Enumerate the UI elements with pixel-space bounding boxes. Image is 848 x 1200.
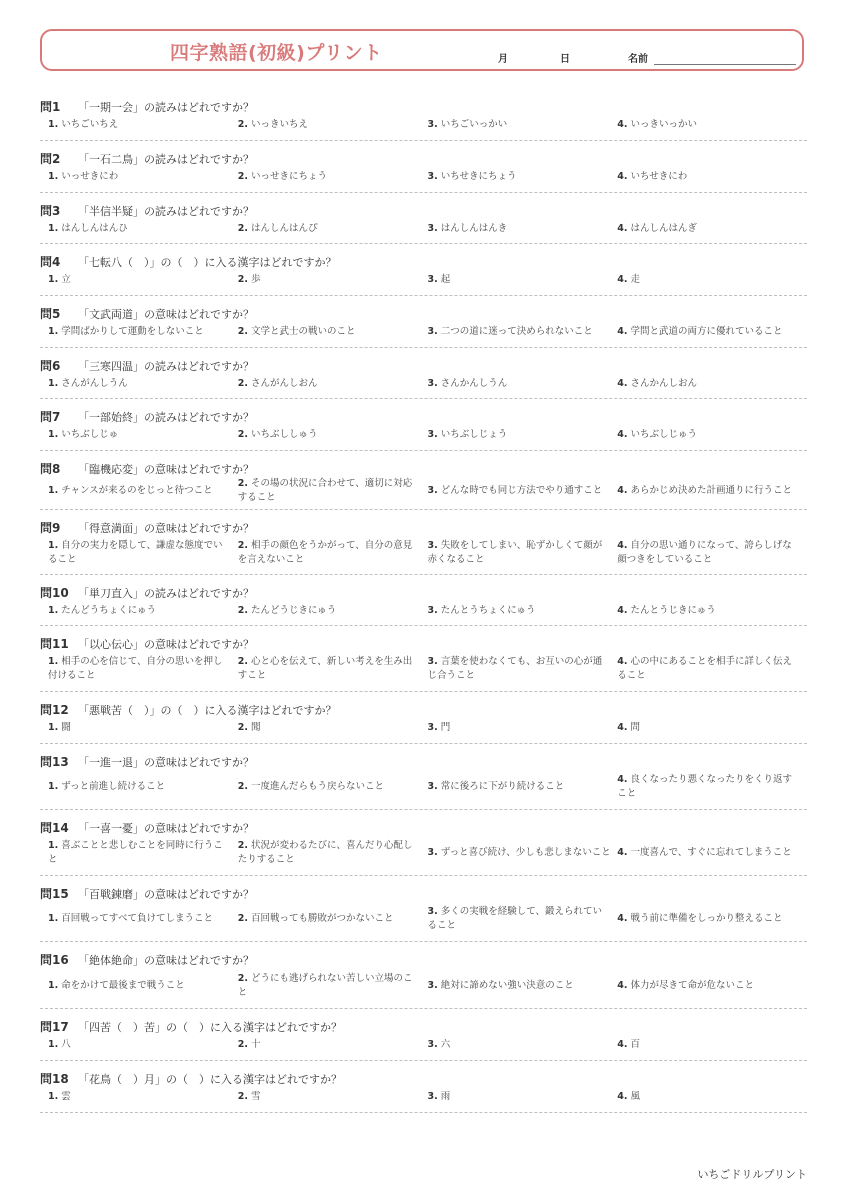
option-number: 4. <box>617 429 628 440</box>
question-item <box>40 810 807 876</box>
option-number: 1. <box>48 913 59 924</box>
option-text: 雪 <box>250 1091 261 1102</box>
answer-option[interactable] <box>48 839 238 867</box>
answer-option[interactable] <box>617 377 807 391</box>
question-item <box>40 89 807 141</box>
option-text: たんどうじきにゅう <box>250 604 337 616</box>
option-number: 3. <box>427 906 438 917</box>
option-number: 4. <box>617 913 628 924</box>
answer-option[interactable] <box>238 428 428 442</box>
option-number: 2. <box>237 781 248 792</box>
option-text: 百 <box>630 1039 640 1050</box>
question-text: 「一喜一憂」の意味はどれですか？ <box>78 822 254 835</box>
answer-option[interactable] <box>238 604 428 618</box>
name-field[interactable] <box>654 64 796 65</box>
question-text: 「臨機応変」の意味はどれですか？ <box>78 463 254 476</box>
option-number: 2. <box>237 1039 248 1050</box>
option-number: 4. <box>617 326 628 337</box>
question-number: 問10 <box>40 586 69 600</box>
question-number: 問15 <box>40 887 69 901</box>
option-text: 言葉を使わなくても、お互いの心が通じ合うこと <box>427 656 603 681</box>
answer-option[interactable] <box>48 118 238 132</box>
option-number: 1. <box>48 1091 59 1102</box>
option-text: どんな時でも同じ方法でやり通すこと <box>440 484 603 496</box>
answer-option[interactable] <box>428 170 618 184</box>
question-text: 「一石二鳥」の読みはどれですか？ <box>78 153 254 166</box>
question-text: 「絶体絶命」の意味はどれですか？ <box>78 954 254 967</box>
question-item <box>40 399 807 451</box>
option-text: 心と心を伝えて、新しい考えを生み出すこと <box>237 656 413 681</box>
answer-options <box>48 768 807 806</box>
answer-option[interactable] <box>428 1090 618 1104</box>
answer-option[interactable] <box>238 1038 428 1052</box>
question-text: 「半信半疑」の読みはどれですか？ <box>78 205 254 218</box>
option-text: 雲 <box>61 1091 71 1102</box>
answer-option[interactable] <box>48 780 238 794</box>
option-number: 4. <box>617 1039 628 1050</box>
answer-options <box>48 716 807 740</box>
question-item <box>40 193 807 244</box>
option-text: 起 <box>440 274 451 285</box>
answer-option[interactable] <box>428 846 618 860</box>
option-number: 2. <box>237 604 248 616</box>
answer-options <box>48 1085 807 1109</box>
option-text: 相手の心を信じて、自分の思いを押し付けること <box>48 656 223 681</box>
option-text: いちぶしじゅう <box>630 429 697 440</box>
answer-options <box>48 475 807 506</box>
option-number: 2. <box>237 222 248 234</box>
option-number: 2. <box>237 1091 248 1102</box>
answer-option[interactable] <box>238 377 428 391</box>
option-number: 3. <box>427 781 438 792</box>
option-number: 3. <box>427 1091 438 1102</box>
option-number: 1. <box>48 539 59 551</box>
question-text: 「単刀直入」の読みはどれですか？ <box>78 587 254 600</box>
question-number: 問2 <box>40 152 61 166</box>
option-number: 1. <box>48 840 59 851</box>
question-item <box>40 1061 807 1113</box>
option-number: 4. <box>617 774 628 785</box>
option-text: たんどうちょくにゅう <box>61 604 157 616</box>
question-text: 「七転八（ ）」の（ ）に入る漢字はどれですか？ <box>78 256 337 269</box>
option-text: いっきいっかい <box>630 119 697 130</box>
option-number: 4. <box>617 171 628 182</box>
option-text: 良くなったり悪くなったりをくり返すこと <box>617 774 792 799</box>
option-text: いちごいちえ <box>61 119 119 130</box>
question-number: 問7 <box>40 410 61 424</box>
question-text: 「花鳥（ ）月」の（ ）に入る漢字はどれですか？ <box>78 1073 342 1086</box>
option-number: 2. <box>237 274 248 285</box>
answer-option[interactable] <box>238 972 428 1000</box>
answer-option[interactable] <box>238 118 428 132</box>
option-number: 1. <box>48 326 59 337</box>
option-number: 2. <box>237 972 248 984</box>
option-text: 立 <box>61 274 71 285</box>
answer-options <box>48 834 807 872</box>
option-number: 3. <box>427 171 438 182</box>
answer-option[interactable] <box>428 484 618 498</box>
option-text: いちごいっかい <box>440 119 508 130</box>
answer-option[interactable] <box>48 539 238 567</box>
option-text: いちぶしじょう <box>440 429 508 440</box>
option-text: 文学と武士の戦いのこと <box>250 326 356 337</box>
option-text: はんしんはんぎ <box>630 222 697 234</box>
option-text: いっせきにわ <box>61 171 119 182</box>
option-number: 1. <box>48 274 59 285</box>
question-item <box>40 744 807 810</box>
option-number: 2. <box>237 119 248 130</box>
question-item <box>40 876 807 942</box>
question-number: 問11 <box>40 637 69 651</box>
option-text: 風 <box>630 1091 640 1102</box>
answer-option[interactable] <box>238 655 428 683</box>
option-number: 3. <box>427 1039 438 1050</box>
question-item <box>40 296 807 348</box>
option-text: 絶対に諦めない強い決意のこと <box>440 979 574 991</box>
answer-options <box>48 165 807 189</box>
option-number: 4. <box>617 222 628 234</box>
option-number: 4. <box>617 979 628 991</box>
option-text: 学問と武道の両方に優れていること <box>630 326 783 337</box>
answer-option[interactable] <box>48 377 238 391</box>
answer-option[interactable] <box>617 118 807 132</box>
option-text: いちせきにわ <box>630 171 688 182</box>
answer-options <box>48 423 807 447</box>
option-text: さんかんしうん <box>440 377 508 389</box>
question-text: 「百戦錬磨」の意味はどれですか？ <box>78 888 254 901</box>
question-number: 問1 <box>40 100 61 114</box>
question-item <box>40 141 807 193</box>
option-number: 1. <box>48 377 59 389</box>
option-text: ずっと前進し続けること <box>61 781 166 792</box>
option-text: 喜ぶことと悲しむことを同時に行うこと <box>48 840 223 865</box>
option-text: いちせきにちょう <box>440 171 517 182</box>
option-text: 命をかけて最後まで戦うこと <box>61 979 185 991</box>
question-text: 「得意満面」の意味はどれですか？ <box>78 522 254 535</box>
question-item <box>40 451 807 510</box>
option-number: 3. <box>427 656 438 667</box>
option-text: 体力が尽きて命が危ないこと <box>630 979 754 991</box>
option-number: 3. <box>427 722 438 733</box>
option-text: 走 <box>630 274 640 285</box>
question-text: 「一部始終」の読みはどれですか？ <box>78 411 254 424</box>
option-text: 失敗をしてしまい、恥ずかしくて顔が赤くなること <box>427 539 603 565</box>
option-number: 4. <box>617 484 628 496</box>
option-text: その場の状況に合わせて、適切に対応すること <box>237 477 413 503</box>
answer-option[interactable] <box>617 721 807 735</box>
answer-option[interactable] <box>238 273 428 287</box>
answer-options <box>48 113 807 137</box>
option-number: 1. <box>48 656 59 667</box>
answer-option[interactable] <box>48 484 238 498</box>
option-number: 3. <box>427 847 438 858</box>
option-number: 2. <box>237 722 248 733</box>
answer-option[interactable] <box>238 477 428 505</box>
answer-option[interactable] <box>238 839 428 867</box>
option-number: 1. <box>48 171 59 182</box>
option-text: 雨 <box>440 1091 451 1102</box>
answer-option[interactable] <box>428 428 618 442</box>
answer-option[interactable] <box>428 118 618 132</box>
question-number: 問6 <box>40 359 61 373</box>
day-label: 日 <box>560 54 570 65</box>
option-text: チャンスが来るのをじっと待つこと <box>61 484 213 496</box>
option-text: 問 <box>630 722 640 733</box>
question-text: 「一期一会」の読みはどれですか？ <box>78 101 254 114</box>
option-text: 百回戦っても勝敗がつかないこと <box>250 913 394 924</box>
page-title: 四字熟語(初級)プリント <box>170 42 383 64</box>
answer-options <box>48 966 807 1005</box>
answer-option[interactable] <box>617 325 807 339</box>
option-number: 4. <box>617 119 628 130</box>
option-number: 1. <box>48 781 59 792</box>
option-number: 2. <box>237 656 248 667</box>
answer-option[interactable] <box>238 539 428 567</box>
option-number: 2. <box>237 840 248 851</box>
month-label: 月 <box>498 54 508 65</box>
question-text: 「一進一退」の意味はどれですか？ <box>78 756 254 769</box>
option-text: 状況が変わるたびに、喜んだり心配したりすること <box>237 840 413 865</box>
option-text: 十 <box>250 1039 261 1050</box>
answer-option[interactable] <box>617 428 807 442</box>
option-text: たんとうじきにゅう <box>630 604 716 616</box>
answer-option[interactable] <box>48 222 238 236</box>
question-item <box>40 692 807 744</box>
question-item <box>40 1009 807 1061</box>
option-number: 3. <box>427 274 438 285</box>
option-number: 2. <box>237 539 248 551</box>
question-number: 問17 <box>40 1020 69 1034</box>
option-text: 自分の実力を隠して、謙虚な態度でいること <box>48 539 223 565</box>
option-text: 常に後ろに下がり続けること <box>440 781 565 792</box>
question-text: 「三寒四温」の読みはどれですか？ <box>78 360 254 373</box>
answer-option[interactable] <box>48 604 238 618</box>
question-number: 問14 <box>40 821 69 835</box>
option-text: 聞 <box>250 722 261 733</box>
answer-options <box>48 217 807 240</box>
option-number: 4. <box>617 604 628 616</box>
question-number: 問9 <box>40 521 61 535</box>
option-text: はんしんはんぴ <box>250 222 318 234</box>
question-number: 問4 <box>40 255 61 269</box>
answer-option[interactable] <box>617 539 807 567</box>
option-number: 3. <box>427 604 438 616</box>
answer-options <box>48 1033 807 1057</box>
option-text: 闘 <box>61 722 71 733</box>
option-number: 1. <box>48 979 59 991</box>
question-text: 「四苦（ ）苦」の（ ）に入る漢字はどれですか？ <box>78 1021 342 1034</box>
option-text: いちぶししゅう <box>250 429 318 440</box>
answer-option[interactable] <box>48 273 238 287</box>
answer-option[interactable] <box>617 846 807 860</box>
option-number: 4. <box>617 656 628 667</box>
option-text: さんかんしおん <box>630 377 697 389</box>
question-number: 問3 <box>40 204 61 218</box>
option-text: 一度喜んで、すぐに忘れてしまうこと <box>630 847 792 858</box>
option-number: 1. <box>48 1039 59 1050</box>
option-text: はんしんはんき <box>440 222 508 234</box>
answer-option[interactable] <box>48 170 238 184</box>
question-text: 「悪戦苦（ ）」の（ ）に入る漢字はどれですか？ <box>78 704 337 717</box>
option-number: 4. <box>617 847 628 858</box>
answer-option[interactable] <box>428 273 618 287</box>
answer-option[interactable] <box>617 1038 807 1052</box>
question-number: 問5 <box>40 307 61 321</box>
answer-option[interactable] <box>48 428 238 442</box>
option-number: 1. <box>48 604 59 616</box>
option-text: 戦う前に準備をしっかり整えること <box>630 913 783 924</box>
option-number: 4. <box>617 722 628 733</box>
answer-option[interactable] <box>428 979 618 993</box>
option-number: 3. <box>427 377 438 389</box>
option-text: 歩 <box>250 274 261 285</box>
question-item <box>40 348 807 399</box>
answer-options <box>48 650 807 688</box>
question-item <box>40 244 807 296</box>
answer-option[interactable] <box>428 539 618 567</box>
answer-options <box>48 320 807 344</box>
option-number: 3. <box>427 119 438 130</box>
option-text: いっきいちえ <box>250 119 308 130</box>
answer-option[interactable] <box>428 905 618 933</box>
question-text: 「文武両道」の意味はどれですか？ <box>78 308 254 321</box>
answer-options <box>48 268 807 292</box>
answer-option[interactable] <box>428 780 618 794</box>
answer-option[interactable] <box>48 325 238 339</box>
answer-option[interactable] <box>428 1038 618 1052</box>
question-number: 問12 <box>40 703 69 717</box>
option-number: 1. <box>48 429 59 440</box>
option-text: 一度進んだらもう戻らないこと <box>250 781 384 792</box>
answer-option[interactable] <box>617 604 807 618</box>
option-number: 1. <box>48 119 59 130</box>
option-number: 4. <box>617 274 628 285</box>
option-text: 門 <box>440 722 451 733</box>
answer-option[interactable] <box>428 604 618 618</box>
option-number: 4. <box>617 1091 628 1102</box>
answer-option[interactable] <box>428 222 618 236</box>
answer-option[interactable] <box>617 655 807 683</box>
answer-option[interactable] <box>238 222 428 236</box>
question-item <box>40 510 807 575</box>
answer-option[interactable] <box>48 1090 238 1104</box>
option-number: 3. <box>427 539 438 551</box>
option-number: 1. <box>48 222 59 234</box>
answer-option[interactable] <box>238 170 428 184</box>
answer-option[interactable] <box>428 655 618 683</box>
question-text: 「以心伝心」の意味はどれですか？ <box>78 638 254 651</box>
option-text: 多くの実戦を経験して、鍛えられていること <box>427 906 603 931</box>
answer-option[interactable] <box>238 912 428 926</box>
answer-option[interactable] <box>428 325 618 339</box>
option-text: いちぶしじゅ <box>61 429 119 440</box>
option-number: 3. <box>427 979 438 991</box>
question-item <box>40 942 807 1009</box>
option-text: さんがんしうん <box>61 377 128 389</box>
footer-brand: いちごドリルプリント <box>697 1168 807 1181</box>
option-number: 2. <box>237 429 248 440</box>
answer-option[interactable] <box>238 721 428 735</box>
answer-option[interactable] <box>617 170 807 184</box>
option-text: 百回戦ってすべて負けてしまうこと <box>61 913 214 924</box>
option-number: 1. <box>48 722 59 733</box>
option-text: さんがんしおん <box>250 377 318 389</box>
answer-option[interactable] <box>48 979 238 993</box>
option-text: 八 <box>61 1039 71 1050</box>
option-number: 2. <box>237 377 248 389</box>
answer-option[interactable] <box>428 377 618 391</box>
question-number: 問16 <box>40 953 69 967</box>
name-label: 名前 <box>628 54 648 65</box>
question-number: 問8 <box>40 462 61 476</box>
answer-option[interactable] <box>238 1090 428 1104</box>
answer-option[interactable] <box>48 1038 238 1052</box>
question-item <box>40 575 807 626</box>
question-list <box>40 89 807 1113</box>
option-number: 2. <box>237 477 248 489</box>
answer-options <box>48 599 807 622</box>
option-number: 4. <box>617 539 628 551</box>
answer-option[interactable] <box>48 912 238 926</box>
answer-option[interactable] <box>617 222 807 236</box>
answer-option[interactable] <box>617 1090 807 1104</box>
option-text: はんしんはんひ <box>61 222 128 234</box>
answer-options <box>48 900 807 938</box>
option-number: 1. <box>48 484 59 496</box>
option-number: 3. <box>427 222 438 234</box>
option-number: 2. <box>237 326 248 337</box>
option-text: 相手の顔色をうかがって、自分の意見を言えないこと <box>237 539 413 565</box>
answer-option[interactable] <box>238 780 428 794</box>
option-text: あらかじめ決めた計画通りに行うこと <box>630 484 792 496</box>
option-text: どうにも逃げられない苦しい立場のこと <box>237 972 413 998</box>
question-number: 問18 <box>40 1072 69 1086</box>
option-number: 3. <box>427 484 438 496</box>
answer-option[interactable] <box>617 484 807 498</box>
option-number: 2. <box>237 171 248 182</box>
question-item <box>40 626 807 692</box>
option-number: 3. <box>427 326 438 337</box>
option-text: 二つの道に迷って決められないこと <box>440 326 593 337</box>
option-text: たんとうちょくにゅう <box>440 604 536 616</box>
answer-option[interactable] <box>617 979 807 993</box>
option-text: ずっと喜び続け、少しも悲しまないこと <box>440 847 611 858</box>
answer-option[interactable] <box>617 912 807 926</box>
question-number: 問13 <box>40 755 69 769</box>
answer-option[interactable] <box>238 325 428 339</box>
answer-options <box>48 372 807 395</box>
answer-option[interactable] <box>48 721 238 735</box>
answer-option[interactable] <box>48 655 238 683</box>
answer-option[interactable] <box>617 773 807 801</box>
option-text: 自分の思い通りになって、誇らしげな顔つきをしていること <box>617 539 792 565</box>
option-number: 2. <box>237 913 248 924</box>
option-text: 六 <box>440 1039 451 1050</box>
answer-options <box>48 534 807 571</box>
option-number: 4. <box>617 377 628 389</box>
header-box <box>40 29 804 71</box>
answer-option[interactable] <box>428 721 618 735</box>
answer-option[interactable] <box>617 273 807 287</box>
option-text: 学問ばかりして運動をしないこと <box>61 326 204 337</box>
option-text: いっせきにちょう <box>250 171 327 182</box>
option-text: 心の中にあることを相手に詳しく伝えること <box>617 656 792 681</box>
option-number: 3. <box>427 429 438 440</box>
